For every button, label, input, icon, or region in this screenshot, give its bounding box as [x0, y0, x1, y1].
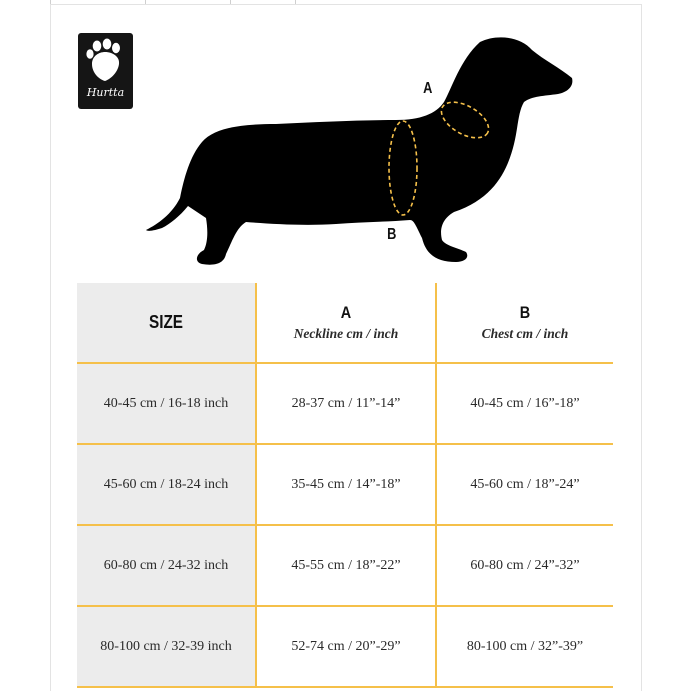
header-b-letter: B — [519, 303, 531, 322]
header-b-sub: Chest cm / inch — [481, 326, 569, 341]
size-cell: 80-100 cm / 32-39 inch — [77, 606, 256, 687]
neckline-cell: 52-74 cm / 20”-29” — [256, 606, 436, 687]
dachshund-silhouette-icon — [140, 28, 580, 273]
size-cell: 40-45 cm / 16-18 inch — [77, 363, 256, 444]
header-size-label: SIZE — [148, 312, 183, 332]
brand-logo — [78, 33, 133, 109]
header-a-letter: A — [340, 303, 352, 322]
table-row — [77, 525, 613, 606]
size-table — [77, 283, 613, 688]
table-header-row — [77, 283, 613, 363]
header-size-cell — [77, 283, 256, 363]
measure-label-b: B — [387, 226, 397, 243]
measure-label-a: A — [423, 80, 433, 97]
table-row — [77, 444, 613, 525]
chest-cell: 40-45 cm / 16”-18” — [436, 363, 613, 444]
chest-cell: 80-100 cm / 32”-39” — [436, 606, 613, 687]
chest-cell: 60-80 cm / 24”-32” — [436, 525, 613, 606]
header-b-cell — [436, 283, 613, 363]
chest-cell: 45-60 cm / 18”-24” — [436, 444, 613, 525]
header-a-cell — [256, 283, 436, 363]
size-cell: 45-60 cm / 18-24 inch — [77, 444, 256, 525]
header-a-sub: Neckline cm / inch — [293, 326, 399, 341]
neckline-cell: 28-37 cm / 11”-14” — [256, 363, 436, 444]
brand-name: Hurtta — [86, 86, 125, 99]
table-row — [77, 363, 613, 444]
table-row — [77, 606, 613, 687]
neckline-cell: 35-45 cm / 14”-18” — [256, 444, 436, 525]
size-cell: 60-80 cm / 24-32 inch — [77, 525, 256, 606]
neckline-cell: 45-55 cm / 18”-22” — [256, 525, 436, 606]
